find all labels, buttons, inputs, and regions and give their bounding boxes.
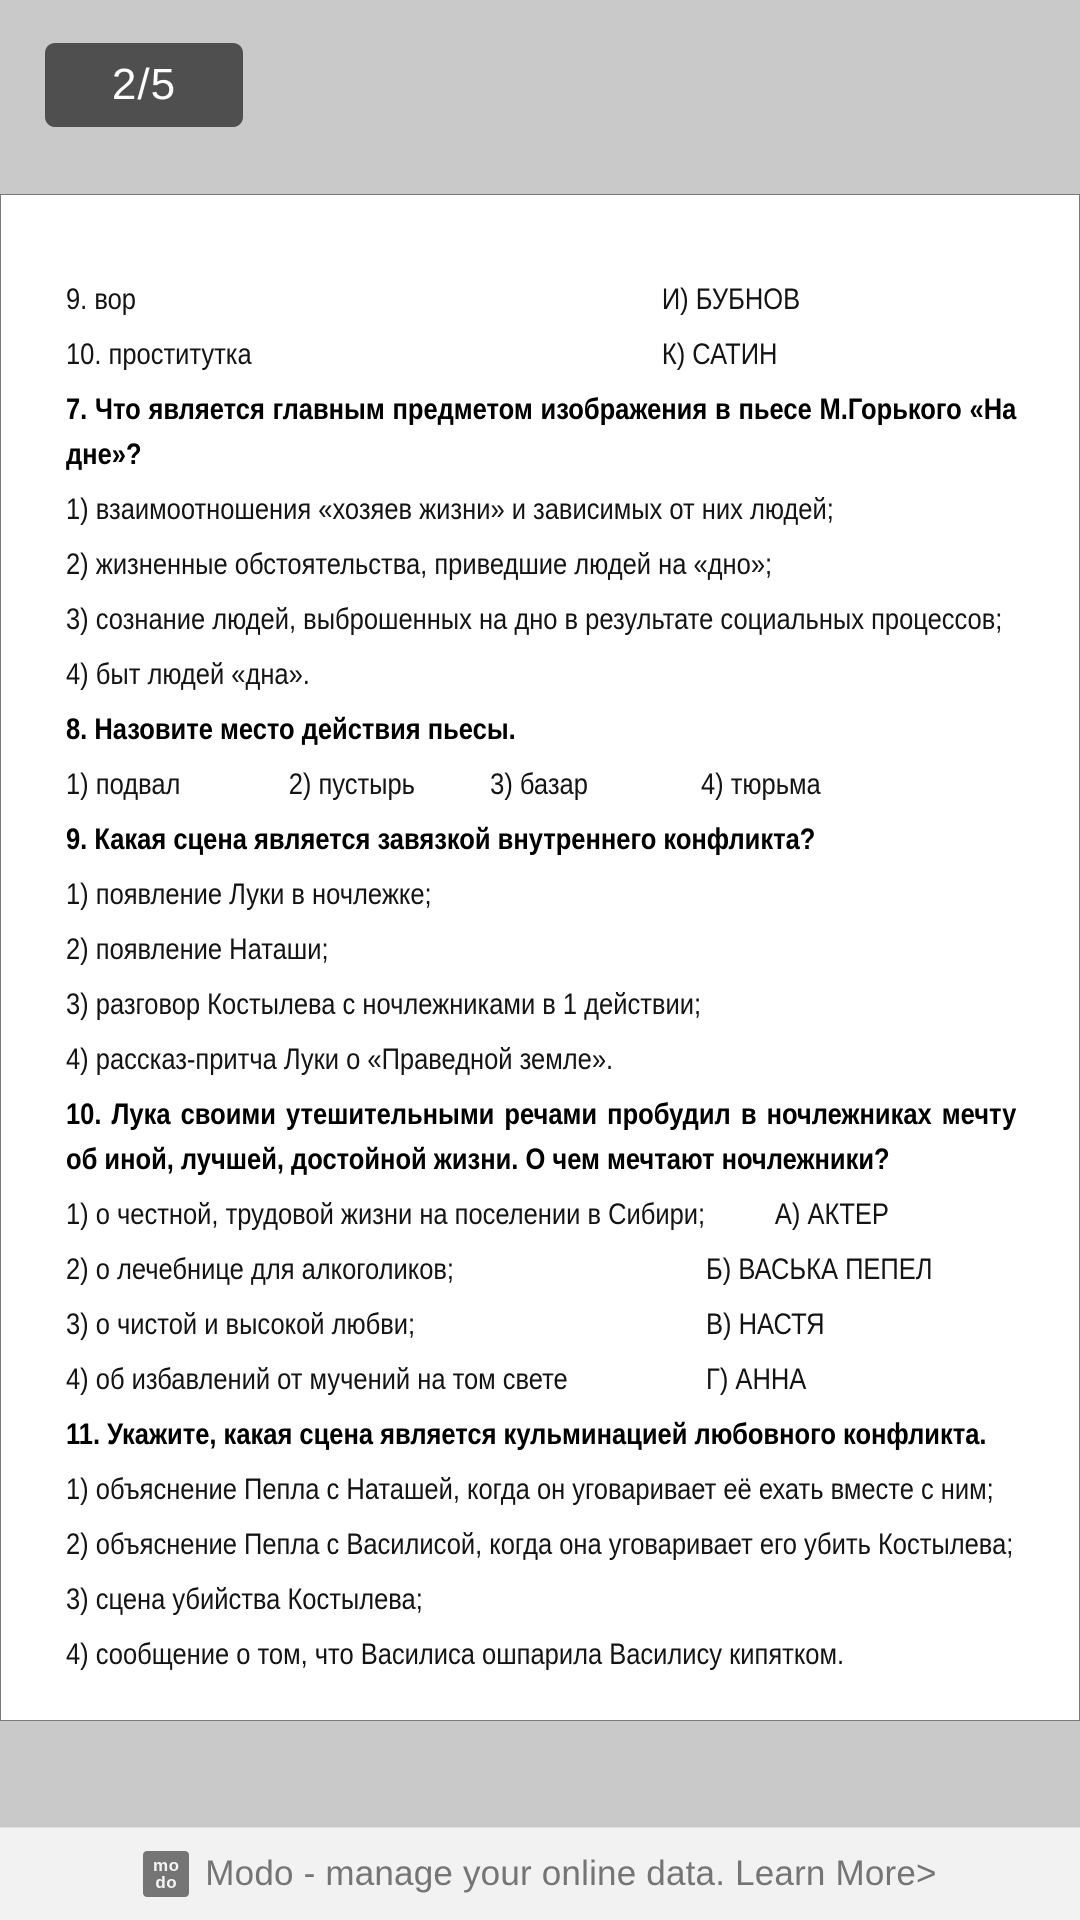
question-8-option: 4) тюрьма — [700, 768, 821, 801]
document-content — [66, 277, 1016, 1677]
matching-right: К) САТИН — [661, 338, 778, 371]
question-10-match: В) НАСТЯ — [706, 1308, 825, 1341]
question-11-option: 3) сцена убийства Костылева; — [66, 1583, 423, 1616]
question-10-option: 2) о лечебнице для алкоголиков; — [66, 1253, 455, 1286]
question-8-option: 1) подвал — [66, 768, 181, 801]
question-10-title: 10. Лука своими утешительными речами пробудил в ночлежниках мечту об иной, лучшей, достойной жизни. О чем мечтают ночлежники? — [66, 1098, 1017, 1176]
modo-logo-line1: mo — [153, 1856, 180, 1875]
question-8-option: 2) пустырь — [288, 768, 415, 801]
matching-right: И) БУБНОВ — [661, 283, 801, 316]
page-indicator-badge — [45, 43, 243, 127]
matching-left: 9. вор — [66, 283, 136, 316]
question-8-option: 3) базар — [490, 768, 588, 801]
question-11-option: 1) объяснение Пепла с Наташей, когда он уговаривает её ехать вместе с ним; — [66, 1473, 994, 1506]
modo-logo-line2: do — [155, 1873, 178, 1892]
question-10-option: 3) о чистой и высокой любви; — [66, 1308, 416, 1341]
question-11-option: 2) объяснение Пепла с Василисой, когда она уговаривает его убить Костылева; — [66, 1528, 1014, 1561]
question-7-option: 3) сознание людей, выброшенных на дно в результате социальных процессов; — [66, 603, 1003, 636]
question-9-option: 4) рассказ-притча Луки о «Праведной земле». — [66, 1043, 614, 1076]
question-10-option: 4) об избавлений от мучений на том свете — [66, 1363, 568, 1396]
question-9-title: 9. Какая сцена является завязкой внутреннего конфликта? — [66, 823, 816, 856]
question-10-match: Г) АННА — [706, 1363, 807, 1396]
document-page[interactable] — [0, 194, 1080, 1721]
modo-logo-icon — [143, 1851, 189, 1897]
question-10-option-row — [66, 1302, 1016, 1347]
matching-row — [66, 277, 1016, 322]
matching-row — [66, 332, 1016, 377]
question-10-option-row — [66, 1247, 1016, 1292]
question-7-option: 2) жизненные обстоятельства, приведшие людей на «дно»; — [66, 548, 773, 581]
page-indicator-label: 2/5 — [111, 60, 177, 109]
question-8-options-row — [66, 762, 1016, 807]
question-7-title: 7. Что является главным предметом изображения в пьесе М.Горького «На дне»? — [66, 393, 1017, 471]
question-7-option: 4) быт людей «дна». — [66, 658, 310, 691]
question-9-option: 3) разговор Костылева с ночлежниками в 1 действии; — [66, 988, 702, 1021]
question-10-option-row — [66, 1192, 1016, 1237]
question-11-option: 4) сообщение о том, что Василиса ошпарила Василису кипятком. — [66, 1638, 845, 1671]
question-10-option-row — [66, 1357, 1016, 1402]
question-10-option: 1) о честной, трудовой жизни на поселении в Сибири; — [66, 1198, 706, 1231]
question-10-match: Б) ВАСЬКА ПЕПЕЛ — [706, 1253, 933, 1286]
ad-text[interactable]: Modo - manage your online data. Learn More> — [205, 1854, 937, 1893]
question-11-title: 11. Укажите, какая сцена является кульминацией любовного конфликта. — [66, 1418, 987, 1451]
question-7-option: 1) взаимоотношения «хозяев жизни» и зависимых от них людей; — [66, 493, 834, 526]
question-10-match: А) АКТЕР — [774, 1198, 889, 1231]
matching-left: 10. проститутка — [66, 338, 252, 371]
question-8-title: 8. Назовите место действия пьесы. — [66, 713, 516, 746]
question-9-option: 1) появление Луки в ночлежке; — [66, 878, 432, 911]
question-9-option: 2) появление Наташи; — [66, 933, 329, 966]
ad-banner[interactable] — [0, 1827, 1080, 1920]
